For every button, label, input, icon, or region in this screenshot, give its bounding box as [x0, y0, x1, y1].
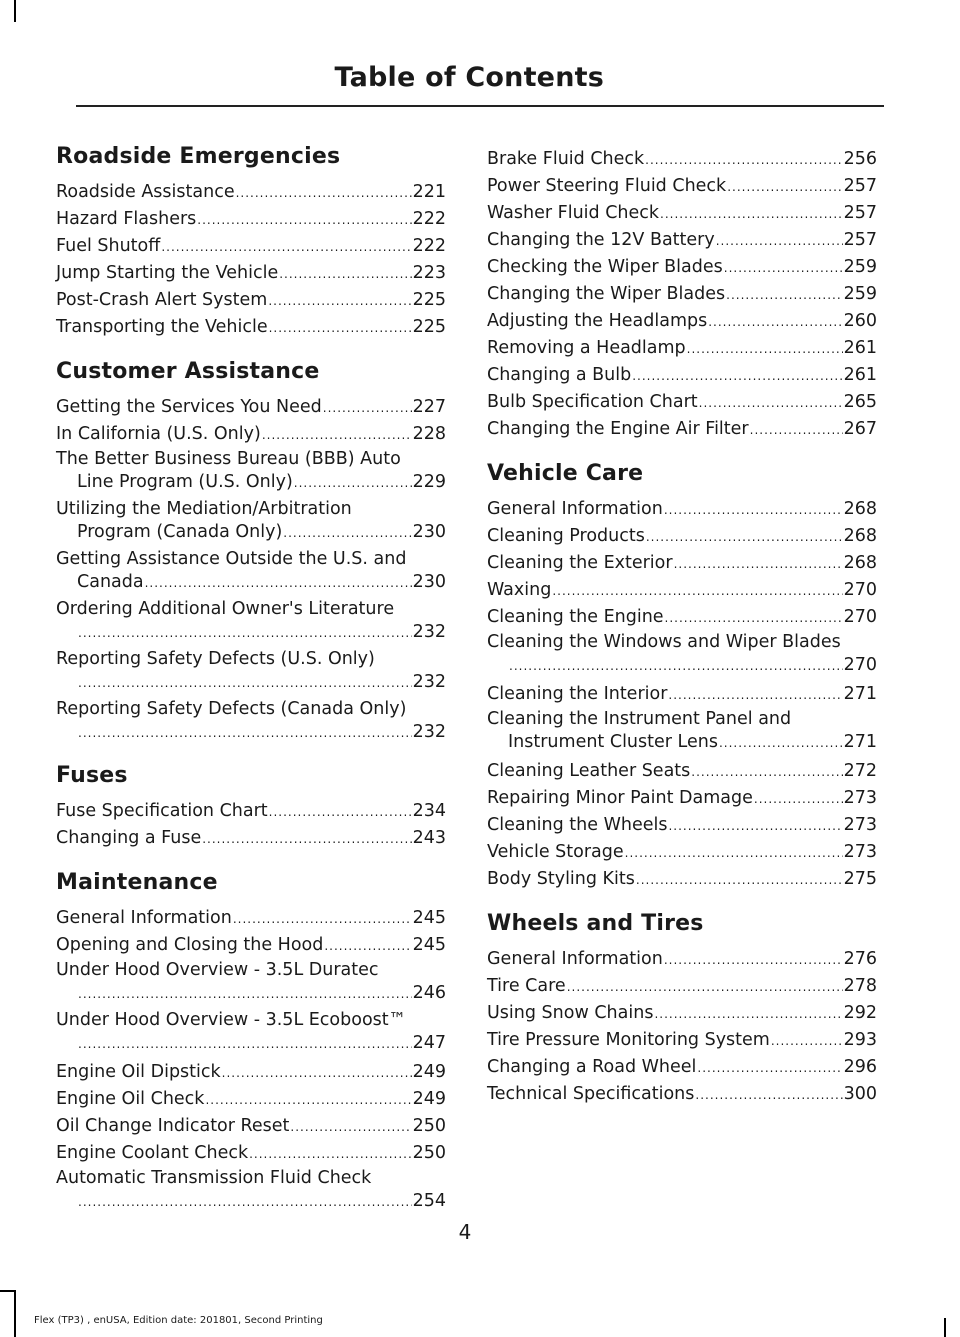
toc-entry[interactable] — [56, 932, 446, 959]
toc-entry-title: Cleaning the Windows and Wiper Blades — [487, 632, 841, 652]
toc-entry-title: Program (Canada Only) — [77, 522, 283, 542]
dot-leader — [78, 622, 412, 645]
toc-entry[interactable] — [487, 631, 877, 678]
dot-leader — [691, 759, 842, 785]
page-title: Table of Contents — [334, 62, 604, 93]
toc-entry[interactable] — [487, 973, 877, 1000]
toc-page-number: 273 — [843, 788, 877, 808]
toc-entry[interactable] — [487, 389, 877, 416]
dot-leader — [269, 799, 412, 825]
toc-entry[interactable] — [56, 498, 446, 545]
toc-page-number: 268 — [843, 499, 877, 519]
toc-entry[interactable] — [487, 839, 877, 866]
dot-leader — [197, 207, 411, 233]
toc-entry-title: Utilizing the Mediation/Arbitration — [56, 499, 352, 519]
toc-entry-title: Vehicle Storage — [487, 842, 624, 862]
section-heading: Maintenance — [56, 870, 218, 895]
toc-entry-title: General Information — [487, 949, 663, 969]
toc-page-number: 270 — [843, 580, 877, 600]
toc-page-number: 261 — [843, 338, 877, 358]
toc-page-number: 232 — [412, 722, 446, 742]
toc-entry-title: Cleaning the Interior — [487, 684, 668, 704]
toc-entry-title: Roadside Assistance — [56, 182, 235, 202]
toc-page-number: 250 — [412, 1143, 446, 1163]
toc-entry-title: Using Snow Chains — [487, 1003, 654, 1023]
toc-page-number: 292 — [843, 1003, 877, 1023]
toc-entry-title: Cleaning Leather Seats — [487, 761, 691, 781]
dot-leader — [750, 417, 843, 443]
dot-leader — [236, 180, 412, 206]
dot-leader — [716, 228, 843, 254]
toc-entry-title: Fuse Specification Chart — [56, 801, 268, 821]
dot-leader — [668, 813, 842, 839]
toc-entry[interactable] — [56, 548, 446, 595]
toc-entry-title: Technical Specifications — [487, 1084, 695, 1104]
toc-entry[interactable] — [56, 648, 446, 695]
toc-page-number: 278 — [843, 976, 877, 996]
dot-leader — [697, 1055, 842, 1081]
dot-leader — [324, 933, 411, 959]
toc-entry-title: Getting Assistance Outside the U.S. and — [56, 549, 407, 569]
dot-leader — [509, 655, 843, 678]
dot-leader — [668, 682, 842, 708]
toc-entry[interactable] — [56, 179, 446, 206]
toc-entry-title: Transporting the Vehicle — [56, 317, 268, 337]
toc-page-number: 225 — [412, 317, 446, 337]
toc-entry-title: Checking the Wiper Blades — [487, 257, 723, 277]
toc-entry-title: Cleaning the Wheels — [487, 815, 668, 835]
toc-page-number: 267 — [843, 419, 877, 439]
toc-entry-title: Waxing — [487, 580, 552, 600]
dot-leader — [771, 1028, 843, 1054]
toc-entry-title: Line Program (U.S. Only) — [77, 472, 293, 492]
footer-edition: Flex (TP3) , enUSA, Edition date: 201801, Second Printing — [34, 1315, 323, 1326]
toc-page-number: 256 — [843, 149, 877, 169]
toc-entry[interactable] — [487, 785, 877, 812]
dot-leader — [636, 867, 843, 893]
toc-entry-title: Reporting Safety Defects (U.S. Only) — [56, 649, 375, 669]
dot-leader — [552, 578, 842, 604]
dot-leader — [708, 309, 842, 335]
toc-entry-title: Power Steering Fluid Check — [487, 176, 727, 196]
toc-entry[interactable] — [487, 946, 877, 973]
crop-mark — [0, 1290, 14, 1292]
toc-page-number: 249 — [412, 1062, 446, 1082]
dot-leader — [664, 947, 843, 973]
toc-page-number: 245 — [412, 908, 446, 928]
dot-leader — [294, 472, 412, 495]
toc-entry-title: Automatic Transmission Fluid Check — [56, 1168, 372, 1188]
toc-entry-title: Bulb Specification Chart — [487, 392, 698, 412]
toc-page-number: 247 — [412, 1033, 446, 1053]
toc-page-number: 230 — [412, 572, 446, 592]
section-heading: Roadside Emergencies — [56, 144, 341, 169]
toc-entry[interactable] — [56, 1009, 446, 1056]
toc-entry-title: Oil Change Indicator Reset — [56, 1116, 290, 1136]
toc-entry-title: General Information — [56, 908, 232, 928]
toc-entry[interactable] — [487, 577, 877, 604]
toc-entry-title: Fuel Shutoff — [56, 236, 161, 256]
dot-leader — [283, 522, 411, 545]
toc-entry[interactable] — [56, 233, 446, 260]
toc-entry[interactable] — [56, 698, 446, 745]
toc-entry[interactable] — [487, 362, 877, 389]
toc-entry[interactable] — [487, 335, 877, 362]
dot-leader — [262, 422, 412, 448]
dot-leader — [727, 174, 842, 200]
toc-entry-title: Tire Pressure Monitoring System — [487, 1030, 770, 1050]
toc-entry-title: Canada — [77, 572, 144, 592]
toc-page-number: 273 — [843, 842, 877, 862]
toc-entry-title: Engine Oil Dipstick — [56, 1062, 221, 1082]
toc-page-number: 232 — [412, 672, 446, 692]
toc-entry[interactable] — [56, 206, 446, 233]
toc-page-number: 222 — [412, 209, 446, 229]
dot-leader — [78, 983, 412, 1006]
toc-entry-title: Hazard Flashers — [56, 209, 197, 229]
crop-mark — [944, 1318, 946, 1337]
toc-entry-title: Opening and Closing the Hood — [56, 935, 324, 955]
toc-entry[interactable] — [487, 812, 877, 839]
toc-entry[interactable] — [487, 227, 877, 254]
toc-page-number: 268 — [843, 553, 877, 573]
toc-page-number: 275 — [843, 869, 877, 889]
toc-page-number: 268 — [843, 526, 877, 546]
header-divider — [76, 105, 884, 107]
toc-page-number: 249 — [412, 1089, 446, 1109]
toc-page-number: 272 — [843, 761, 877, 781]
dot-leader — [268, 288, 411, 314]
toc-entry[interactable] — [487, 550, 877, 577]
toc-entry-title: Changing a Fuse — [56, 828, 202, 848]
toc-entry[interactable] — [487, 200, 877, 227]
toc-page-number: 222 — [412, 236, 446, 256]
dot-leader — [664, 497, 843, 523]
dot-leader — [161, 234, 411, 260]
toc-entry-title: Cleaning the Instrument Panel and — [487, 709, 792, 729]
toc-entry-title: Reporting Safety Defects (Canada Only) — [56, 699, 407, 719]
toc-entry-title: Changing the 12V Battery — [487, 230, 715, 250]
toc-entry[interactable] — [487, 708, 877, 755]
dot-leader — [233, 906, 412, 932]
toc-page-number: 271 — [843, 684, 877, 704]
toc-entry[interactable] — [487, 146, 877, 173]
toc-entry-title: The Better Business Bureau (BBB) Auto — [56, 449, 401, 469]
toc-page-number: 243 — [412, 828, 446, 848]
toc-page-number: 300 — [843, 1084, 877, 1104]
toc-entry[interactable] — [56, 448, 446, 495]
toc-entry-title: Cleaning Products — [487, 526, 645, 546]
toc-entry-title: Changing a Road Wheel — [487, 1057, 697, 1077]
toc-entry-title: Cleaning the Exterior — [487, 553, 673, 573]
dot-leader — [78, 672, 412, 695]
toc-page-number: 293 — [843, 1030, 877, 1050]
dot-leader — [719, 732, 843, 755]
toc-entry[interactable] — [56, 1113, 446, 1140]
toc-entry-title: Changing a Bulb — [487, 365, 632, 385]
toc-entry-title: Jump Starting the Vehicle — [56, 263, 279, 283]
toc-entry[interactable] — [487, 1000, 877, 1027]
toc-entry-title: Instrument Cluster Lens — [508, 732, 718, 752]
toc-entry-title: Changing the Wiper Blades — [487, 284, 726, 304]
toc-entry[interactable] — [487, 1027, 877, 1054]
toc-left-column — [56, 144, 446, 1217]
section-heading: Fuses — [56, 763, 128, 788]
toc-page-number: 296 — [843, 1057, 877, 1077]
toc-entry[interactable] — [56, 1140, 446, 1167]
dot-leader — [78, 1033, 412, 1056]
toc-entry[interactable] — [56, 421, 446, 448]
dot-leader — [687, 336, 843, 362]
dot-leader — [695, 1082, 842, 1108]
dot-leader — [726, 282, 842, 308]
toc-page-number: 228 — [412, 424, 446, 444]
toc-entry-title: Changing the Engine Air Filter — [487, 419, 749, 439]
dot-leader — [632, 363, 842, 389]
toc-entry[interactable] — [56, 1167, 446, 1214]
dot-leader — [654, 1001, 842, 1027]
toc-page-number: 230 — [412, 522, 446, 542]
dot-leader — [145, 572, 412, 595]
toc-page-number: 270 — [843, 655, 877, 675]
toc-entry-title: Getting the Services You Need — [56, 397, 322, 417]
toc-entry[interactable] — [487, 1081, 877, 1108]
dot-leader — [222, 1060, 412, 1086]
toc-entry-title: Under Hood Overview - 3.5L Ecoboost™ — [56, 1010, 407, 1030]
toc-entry[interactable] — [487, 758, 877, 785]
dot-leader — [665, 605, 843, 631]
toc-entry[interactable] — [56, 287, 446, 314]
toc-page-number: 257 — [843, 203, 877, 223]
dot-leader — [249, 1141, 411, 1167]
dot-leader — [674, 551, 843, 577]
dot-leader — [646, 524, 843, 550]
dot-leader — [660, 201, 843, 227]
toc-entry[interactable] — [487, 173, 877, 200]
dot-leader — [625, 840, 843, 866]
dot-leader — [78, 1191, 412, 1214]
toc-entry[interactable] — [487, 254, 877, 281]
toc-entry[interactable] — [56, 905, 446, 932]
toc-entry-title: Under Hood Overview - 3.5L Duratec — [56, 960, 379, 980]
toc-entry-title: Post-Crash Alert System — [56, 290, 268, 310]
section-heading: Vehicle Care — [487, 461, 644, 486]
toc-entry[interactable] — [56, 798, 446, 825]
dot-leader — [290, 1114, 411, 1140]
dot-leader — [754, 786, 843, 812]
dot-leader — [78, 722, 412, 745]
toc-page-number: 265 — [843, 392, 877, 412]
toc-entry[interactable] — [56, 598, 446, 645]
toc-entry-title: Tire Care — [487, 976, 566, 996]
section-heading: Wheels and Tires — [487, 911, 704, 936]
crop-mark — [14, 0, 16, 22]
toc-entry[interactable] — [487, 1054, 877, 1081]
toc-entry-title: Adjusting the Headlamps — [487, 311, 708, 331]
toc-page-number: 221 — [412, 182, 446, 202]
toc-page-number: 259 — [843, 284, 877, 304]
toc-page-number: 225 — [412, 290, 446, 310]
toc-page-number: 232 — [412, 622, 446, 642]
toc-page-number: 246 — [412, 983, 446, 1003]
toc-entry-title: Body Styling Kits — [487, 869, 635, 889]
toc-entry[interactable] — [56, 1059, 446, 1086]
toc-page-number: 260 — [843, 311, 877, 331]
toc-entry-title: In California (U.S. Only) — [56, 424, 261, 444]
dot-leader — [279, 261, 411, 287]
toc-page-number: 234 — [412, 801, 446, 821]
dot-leader — [724, 255, 843, 281]
toc-page-number: 245 — [412, 935, 446, 955]
toc-entry[interactable] — [487, 281, 877, 308]
toc-page-number: 229 — [412, 472, 446, 492]
toc-page-number: 276 — [843, 949, 877, 969]
toc-entry[interactable] — [56, 825, 446, 852]
toc-entry[interactable] — [487, 308, 877, 335]
dot-leader — [699, 390, 843, 416]
toc-entry[interactable] — [56, 314, 446, 341]
toc-entry-title: General Information — [487, 499, 663, 519]
dot-leader — [202, 826, 411, 852]
dot-leader — [645, 147, 842, 173]
toc-entry[interactable] — [56, 1086, 446, 1113]
dot-leader — [205, 1087, 411, 1113]
toc-page-number: 259 — [843, 257, 877, 277]
toc-entry[interactable] — [56, 394, 446, 421]
toc-entry-title: Brake Fluid Check — [487, 149, 645, 169]
toc-page-number: 270 — [843, 607, 877, 627]
toc-page-number: 250 — [412, 1116, 446, 1136]
toc-page-number: 254 — [412, 1191, 446, 1211]
toc-entry[interactable] — [487, 416, 877, 443]
toc-entry-title: Ordering Additional Owner's Literature — [56, 599, 395, 619]
toc-entry[interactable] — [487, 496, 877, 523]
dot-leader — [567, 974, 843, 1000]
toc-entry[interactable] — [487, 604, 877, 631]
section-heading: Customer Assistance — [56, 359, 320, 384]
toc-entry-title: Removing a Headlamp — [487, 338, 686, 358]
toc-page-number: 261 — [843, 365, 877, 385]
toc-entry[interactable] — [487, 681, 877, 708]
toc-page-number: 271 — [843, 732, 877, 752]
toc-entry-title: Engine Coolant Check — [56, 1143, 249, 1163]
page-number: 4 — [458, 1220, 472, 1244]
toc-entry[interactable] — [56, 260, 446, 287]
toc-entry[interactable] — [487, 523, 877, 550]
toc-page-number: 257 — [843, 230, 877, 250]
toc-page-number: 223 — [412, 263, 446, 283]
toc-page-number: 227 — [412, 397, 446, 417]
toc-right-column — [487, 146, 877, 1108]
crop-mark — [14, 1290, 16, 1337]
toc-entry-title: Cleaning the Engine — [487, 607, 664, 627]
toc-entry[interactable] — [487, 866, 877, 893]
dot-leader — [269, 315, 412, 341]
toc-entry-title: Engine Oil Check — [56, 1089, 205, 1109]
toc-page-number: 257 — [843, 176, 877, 196]
toc-entry[interactable] — [56, 959, 446, 1006]
toc-page-number: 273 — [843, 815, 877, 835]
toc-entry-title: Washer Fluid Check — [487, 203, 660, 223]
toc-entry-title: Repairing Minor Paint Damage — [487, 788, 753, 808]
dot-leader — [323, 395, 412, 421]
